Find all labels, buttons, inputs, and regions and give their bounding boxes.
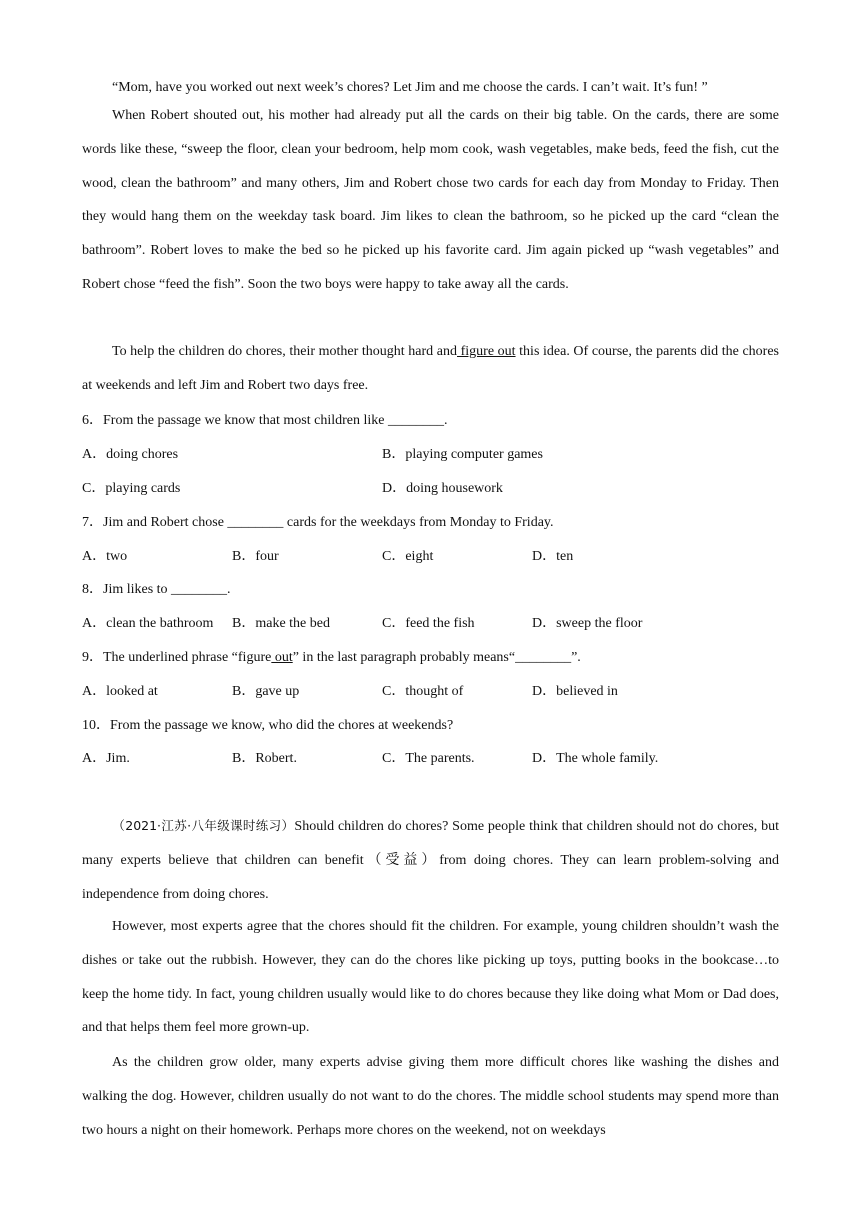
question-10-option-c: C．The parents. [382, 751, 475, 766]
question-7-option-d: D．ten [532, 549, 574, 564]
question-10-stem: 10．From the passage we know, who did the chores at weekends? [82, 718, 454, 733]
question-8-option-c: C．feed the fish [382, 616, 475, 631]
passage2-paragraph-1: （2021·江苏·八年级课时练习）Should children do chores? Some people think that children should not do chores, but many experts believe that children can benefit（受益）from doing chores. They can learn problem-solving and independence from doing chores. [82, 818, 779, 902]
passage1-paragraph-2: When Robert shouted out, his mother had already put all the cards on their big table. On the cards, there are some words like these, “sweep the floor, clean your bedroom, help mom cook, wash vegetables, make beds, feed the fish, cut the wood, clean the bathroom” and many others, Jim and Robert chose two cards for each day from Monday to Friday. Then they would hang them on the weekday task board. Jim likes to clean the bathroom, so he picked up the card “clean the bathroom”. Robert loves to make the bed so he picked up his favorite card. Jim again picked up “wash vegetables” and Robert chose “feed the fish”. Soon the two boys were happy to take away all the cards. [82, 108, 779, 292]
question-8-option-b: B．make the bed [232, 616, 330, 631]
question-10-option-d: D．The whole family. [532, 751, 659, 766]
question-9-stem: 9．The underlined phrase “figure out” in the last paragraph probably means“________”. [82, 650, 581, 665]
question-8-option-a: A．clean the bathroom [82, 616, 214, 631]
passage1-paragraph-3: To help the children do chores, their mother thought hard and figure out this idea. Of course, the parents did the chores at weekends and left Jim and Robert two days free. [82, 344, 779, 393]
passage1-paragraph-1: “Mom, have you worked out next week’s chores? Let Jim and me choose the cards. I can’t wait. It’s fun! ” [112, 80, 708, 95]
question-7-option-a: A．two [82, 549, 128, 564]
question-10-option-a: A．Jim. [82, 751, 130, 766]
question-6-option-b: B．playing computer games [382, 447, 543, 462]
source-tag: （2021·江苏·八年级课时练习） [112, 818, 295, 833]
question-6-option-c: C．playing cards [82, 481, 181, 496]
question-6-option-d: D．doing housework [382, 481, 503, 496]
question-9-option-c: C．thought of [382, 684, 464, 699]
question-7-option-c: C．eight [382, 549, 434, 564]
question-6-stem: 6．From the passage we know that most children like ________. [82, 413, 448, 428]
question-7-stem: 7．Jim and Robert chose ________ cards for the weekdays from Monday to Friday. [82, 515, 554, 530]
underlined-phrase: out [271, 650, 293, 665]
question-9-option-d: D．believed in [532, 684, 618, 699]
question-10-option-b: B．Robert. [232, 751, 297, 766]
question-7-option-b: B．four [232, 549, 279, 564]
question-6-option-a: A．doing chores [82, 447, 179, 462]
underlined-phrase: figure out [457, 344, 516, 359]
question-8-option-d: D．sweep the floor [532, 616, 643, 631]
passage2-paragraph-3: As the children grow older, many experts advise giving them more difficult chores like washing the dishes and walking the dog. However, children usually do not want to do the chores. The middle school students may spend more than two hours a night on their homework. Perhaps more chores on the weekend, not on weekdays [82, 1055, 779, 1138]
question-9-option-a: A．looked at [82, 684, 158, 699]
question-9-option-b: B．gave up [232, 684, 300, 699]
passage2-paragraph-2: However, most experts agree that the chores should fit the children. For example, young children shouldn’t wash the dishes or take out the rubbish. However, they can do the chores like picking up toys, putting books in the bookcase…to keep the home tidy. In fact, young children usually would like to do chores because they like doing what Mom or Dad does, and that helps them feel more grown-up. [82, 919, 779, 1036]
question-8-stem: 8．Jim likes to ________. [82, 582, 231, 597]
